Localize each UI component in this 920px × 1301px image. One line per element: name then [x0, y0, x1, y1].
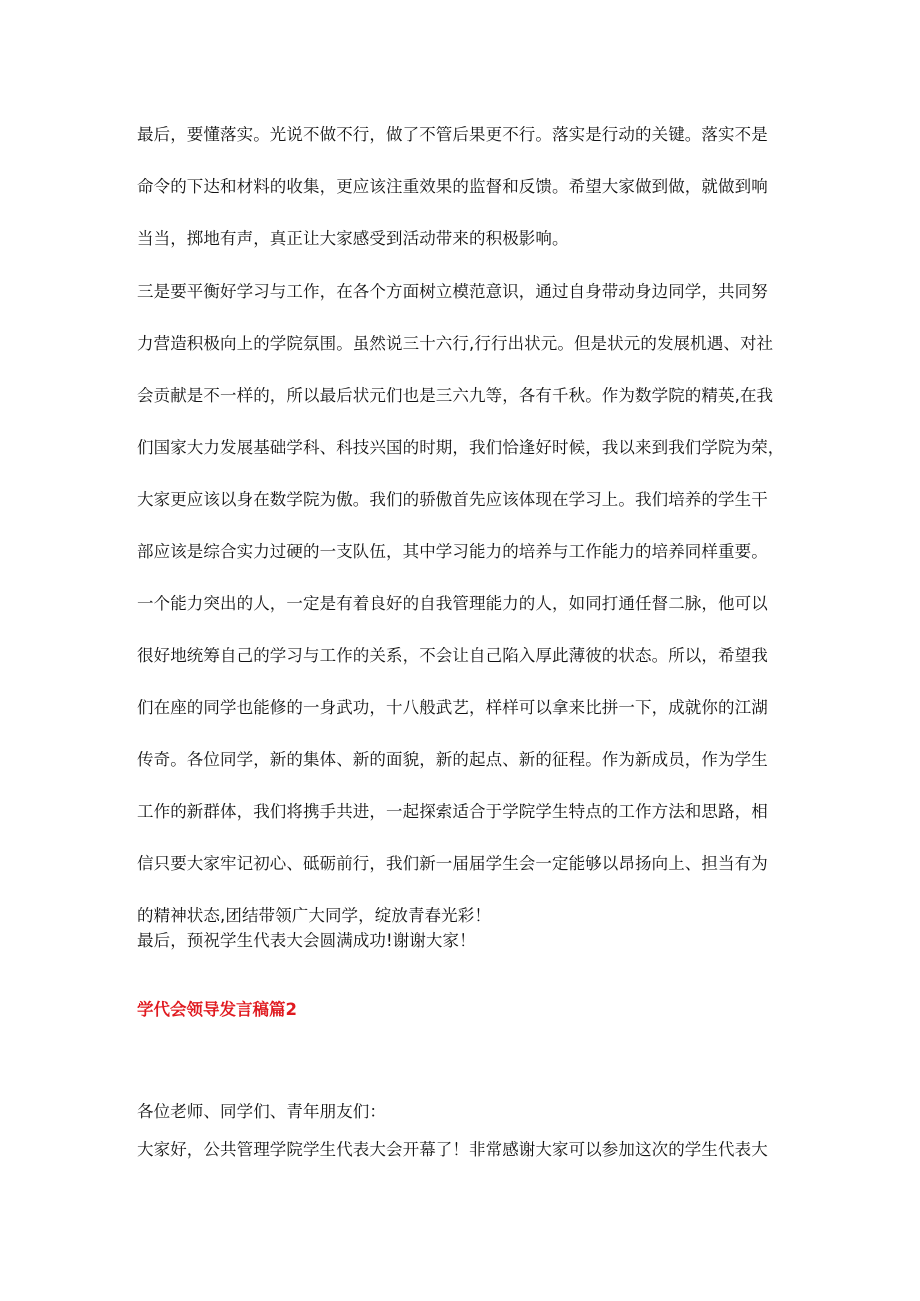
text-line: 信只要大家牢记初心、砥砺前行，我们新一届届学生会一定能够以昂扬向上、担当有为 — [137, 854, 768, 873]
text-line: 部应该是综合实力过硬的一支队伍，其中学习能力的培养与工作能力的培养同样重要。 — [137, 542, 768, 561]
text-line: 的精神状态,团结带领广大同学，绽放青春光彩！ — [137, 906, 491, 925]
text-line: 当当，掷地有声，真正让大家感受到活动带来的积极影响。 — [137, 229, 569, 248]
text-line: 三是要平衡好学习与工作，在各个方面树立模范意识，通过自身带动身边同学，共同努 — [137, 282, 768, 301]
text-line: 传奇。各位同学，新的集体、新的面貌，新的起点、新的征程。作为新成员，作为学生 — [137, 750, 768, 769]
text-line: 力营造积极向上的学院氛围。虽然说三十六行,行行出状元。但是状元的发展机遇、对社 — [137, 334, 774, 353]
text-line: 工作的新群体，我们将携手共进，一起探索适合于学院学生特点的工作方法和思路，相 — [137, 802, 768, 821]
text-line: 命令的下达和材料的收集，更应该注重效果的监督和反馈。希望大家做到做，就做到响 — [137, 177, 768, 196]
text-line: 们国家大力发展基础学科、科技兴国的时期，我们恰逢好时候，我以来到我们学院为荣， — [137, 438, 785, 457]
paragraph-implementation — [137, 122, 768, 252]
paragraph-closing-wish: 最后，预祝学生代表大会圆满成功!谢谢大家！ — [137, 931, 476, 950]
section-heading: 学代会领导发言稿篇2 — [137, 1000, 297, 1019]
text-line: 们在座的同学也能修的一身武功，十八般武艺，样样可以拿来比拼一下，成就你的江湖 — [137, 698, 768, 717]
text-line: 一个能力突出的人，一定是有着良好的自我管理能力的人，如同打通任督二脉，他可以 — [137, 594, 768, 613]
paragraph-balance-study-work — [137, 279, 784, 929]
paragraph-opening: 大家好，公共管理学院学生代表大会开幕了！非常感谢大家可以参加这次的学生代表大 — [137, 1140, 768, 1159]
text-line: 大家更应该以身在数学院为傲。我们的骄傲首先应该体现在学习上。我们培养的学生干 — [137, 490, 768, 509]
text-line: 最后，要懂落实。光说不做不行，做了不管后果更不行。落实是行动的关键。落实不是 — [137, 125, 768, 144]
text-line: 会贡献是不一样的，所以最后状元们也是三六九等，各有千秋。作为数学院的精英,在我 — [137, 386, 774, 405]
paragraph-greeting: 各位老师、同学们、青年朋友们： — [137, 1102, 386, 1121]
text-line: 很好地统筹自己的学习与工作的关系，不会让自己陷入厚此薄彼的状态。所以，希望我 — [137, 646, 768, 665]
